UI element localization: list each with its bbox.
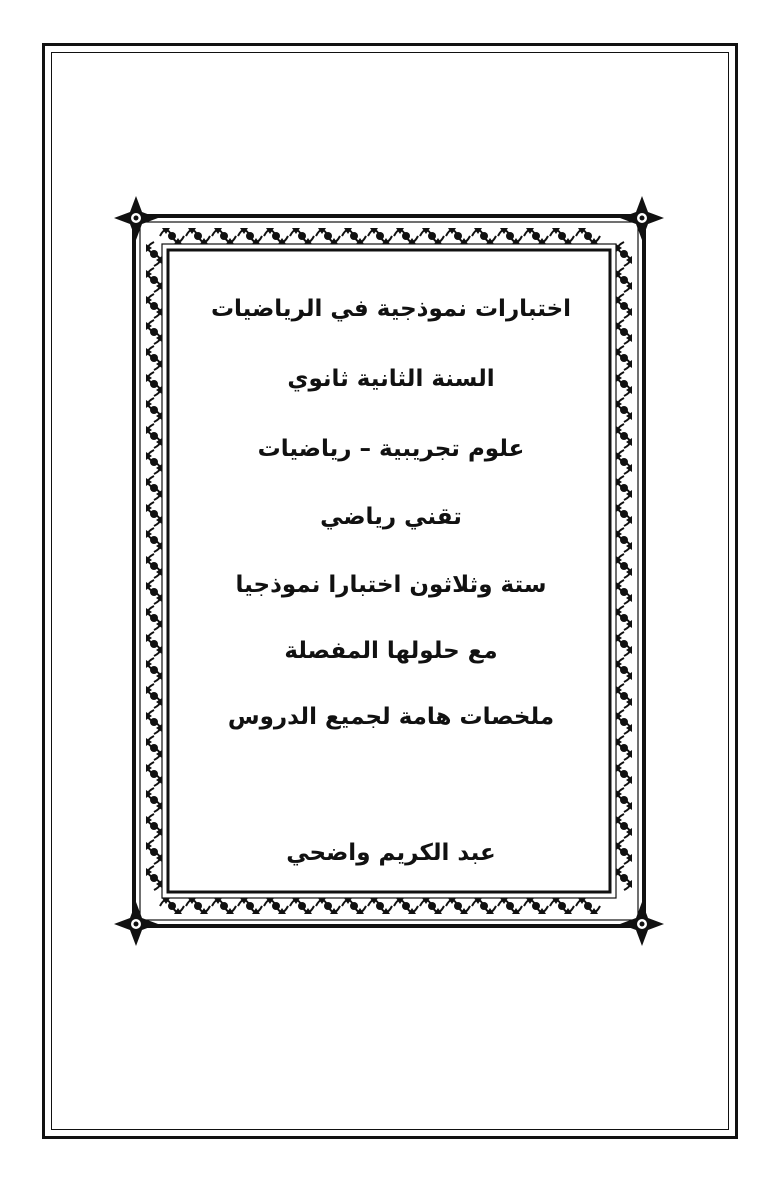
cover-summaries: ملخصات هامة لجميع الدروس (227, 704, 555, 730)
cover-text-block (172, 252, 610, 892)
cover-grade: السنة الثانية ثانوي (287, 366, 495, 392)
cover-exam-count: ستة وثلاثون اختبارا نموذجيا (235, 572, 547, 598)
cover-streams: علوم تجريبية – رياضيات (257, 436, 525, 462)
cover-solutions: مع حلولها المفصلة (284, 638, 498, 664)
cover-stream-technical: تقني رياضي (320, 504, 462, 530)
cover-title: اختبارات نموذجية في الرياضيات (210, 296, 572, 322)
cover-author: عبد الكريم واضحي (286, 840, 496, 866)
